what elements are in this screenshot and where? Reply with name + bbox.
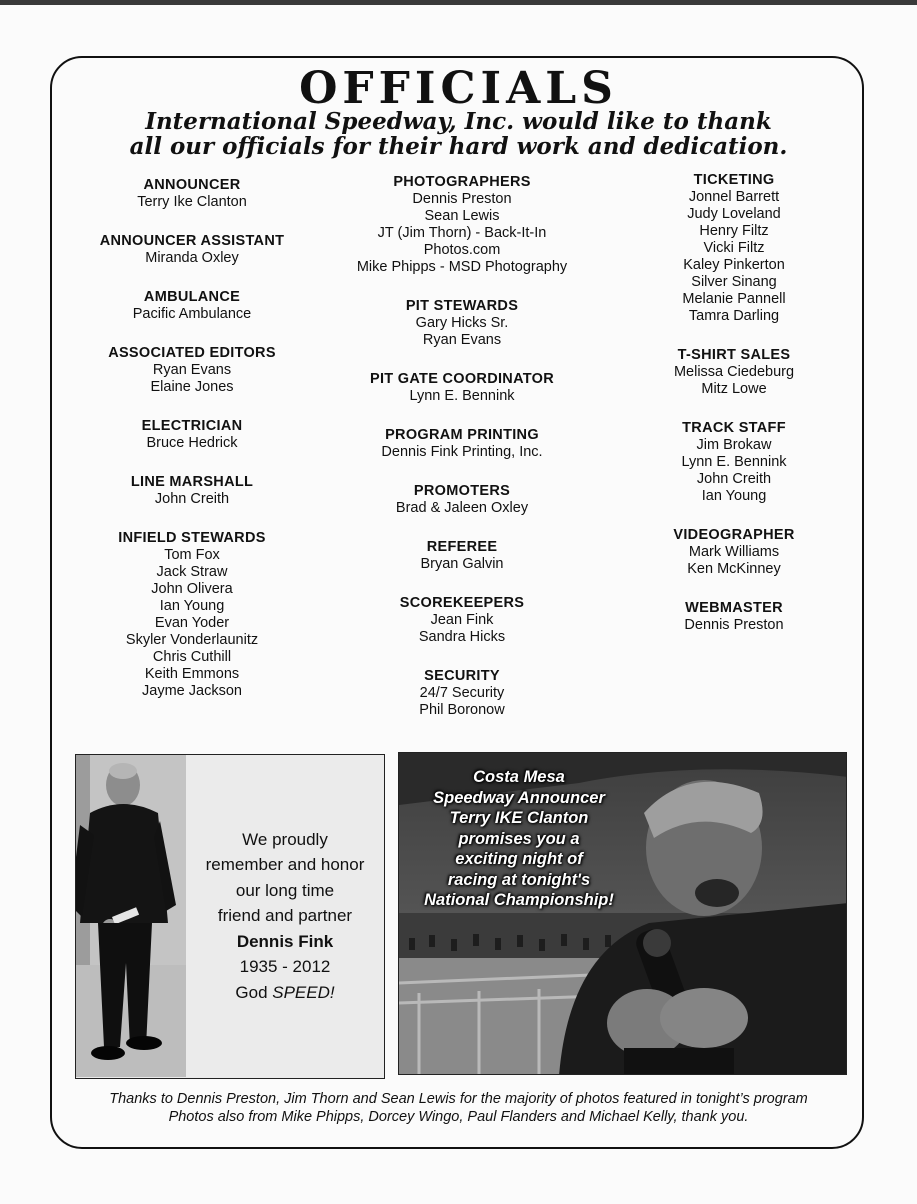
official-name: Silver Sinang [691,274,777,290]
official-section [332,298,592,349]
caption-line: National Championship! [424,891,614,909]
section-heading: PIT GATE COORDINATOR [369,371,555,387]
section-heading: INFIELD STEWARDS [118,530,266,546]
official-name: Ryan Evans [152,362,232,378]
official-names [78,306,306,323]
memorial-line-2: remember and honor [205,855,365,875]
official-name: Ken McKinney [687,561,781,577]
official-name: Melanie Pannell [682,291,786,307]
section-heading: PIT STEWARDS [405,298,519,314]
official-section [332,483,592,517]
official-section [332,668,592,719]
official-names [78,362,306,396]
official-name: Jim Brokaw [696,437,772,453]
section-heading: LINE MARSHALL [130,474,254,490]
caption-line: promises you a [458,829,580,848]
official-name: Mike Phipps - MSD Photography [356,259,568,275]
official-name: John Creith [696,471,772,487]
caption-line: Terry IKE Clanton [449,809,589,827]
official-names [332,388,592,405]
official-names [78,435,306,452]
official-name: Vicki Filtz [703,240,765,256]
official-section [78,418,306,452]
section-heading: ANNOUNCER [143,177,241,193]
section-heading: WEBMASTER [685,600,783,616]
official-name: Lynn E. Bennink [409,388,515,404]
official-names [626,544,842,578]
memorial-photo-panel [75,754,385,1079]
official-section [78,177,306,211]
section-heading: T-SHIRT SALES [677,347,791,363]
official-names [78,491,306,508]
official-name: Sandra Hicks [418,629,506,645]
official-names [332,315,592,349]
official-name: Phil Boronow [419,702,505,718]
official-name: Mark Williams [688,544,780,560]
page-top-edge [0,0,917,5]
memorial-closing-emphasis: SPEED! [272,982,335,1002]
section-heading: PHOTOGRAPHERS [393,174,531,190]
photo-credits [0,1090,917,1126]
section-heading: ELECTRICIAN [141,418,243,434]
dennis-fink-photo [76,755,186,1077]
official-names [332,500,592,517]
official-section [78,530,306,700]
official-name: Jayme Jackson [142,683,242,699]
official-name: Keith Emmons [144,666,240,682]
section-heading: ASSOCIATED EDITORS [108,345,276,361]
photo-credits-line-1: Thanks to Dennis Preston, Jim Thorn and Sean Lewis for the majority of photos featured in tonight’s program [109,1091,808,1107]
official-names [332,556,592,573]
official-name: John Olivera [151,581,233,597]
official-name: Mitz Lowe [701,381,767,397]
official-name: 24/7 Security [419,685,505,701]
caption-line: Speedway Announcer [433,788,605,807]
official-names [626,189,842,325]
section-heading: ANNOUNCER ASSISTANT [99,233,285,249]
memorial-closing [235,980,334,1006]
official-name: Jonnel Barrett [688,189,780,205]
memorial-line-3: our long time [235,880,335,900]
page-subtitle [0,109,917,159]
official-section [626,172,842,325]
official-name: Judy Loveland [687,206,781,222]
official-name: Gary Hicks Sr. [415,315,509,331]
official-name: Dennis Preston [684,617,784,633]
section-heading: PROMOTERS [413,483,511,499]
official-section [78,474,306,508]
official-name: Bryan Galvin [420,556,504,572]
memorial-line-1: We proudly [242,829,328,849]
official-name: Sean Lewis [424,208,500,224]
memorial-text [186,755,384,1077]
official-section [626,600,842,634]
photo-credits-line-2: Photos also from Mike Phipps, Dorcey Wingo, Paul Flanders and Michael Kelly, thank you. [168,1109,749,1125]
officials-column-middle [332,174,592,741]
official-name: Chris Cuthill [152,649,232,665]
official-name: Photos.com [423,242,501,258]
caption-line: racing at tonight's [447,870,591,889]
official-name: Pacific Ambulance [132,306,252,322]
official-section [626,527,842,578]
official-name: Dennis Preston [412,191,512,207]
official-name: Elaine Jones [150,379,234,395]
caption-line: exciting night of [455,850,583,868]
official-section [78,345,306,396]
official-section [332,174,592,276]
section-heading: TRACK STAFF [682,420,786,436]
official-names [78,250,306,267]
official-name: Dennis Fink Printing, Inc. [381,444,543,460]
subtitle-line-2: all our officials for their hard work and dedication. [129,133,788,160]
memorial-name: Dennis Fink [236,931,334,951]
official-name: Jack Straw [156,564,228,580]
officials-column-left [78,177,306,722]
official-section [332,539,592,573]
section-heading: PROGRAM PRINTING [385,427,539,443]
official-names [626,437,842,505]
announcer-caption [399,767,639,911]
official-names [332,191,592,276]
section-heading: SCOREKEEPERS [399,595,525,611]
official-names [332,444,592,461]
official-name: Tom Fox [164,547,220,563]
announcer-photo-panel [398,752,847,1075]
official-section [626,420,842,505]
memorial-years: 1935 - 2012 [239,957,331,977]
memorial-line-4: friend and partner [217,906,353,926]
official-name: Jean Fink [430,612,494,628]
official-names [626,364,842,398]
official-name: Ian Young [159,598,225,614]
official-name: Henry Filtz [699,223,769,239]
caption-line: Costa Mesa [473,768,565,786]
official-names [78,547,306,700]
official-name: Terry Ike Clanton [137,194,247,210]
official-section [332,427,592,461]
official-name: Miranda Oxley [145,250,239,266]
official-name: Lynn E. Bennink [681,454,787,470]
official-name: Bruce Hedrick [146,435,238,451]
official-names [78,194,306,211]
official-name: Kaley Pinkerton [683,257,785,273]
official-section [78,289,306,323]
officials-column-right [626,172,842,656]
page-title: OFFICIALS [299,63,618,114]
official-names [332,685,592,719]
official-name: JT (Jim Thorn) - Back-It-In [377,225,547,241]
official-name: Ian Young [701,488,767,504]
official-section [332,371,592,405]
official-name: Melissa Ciedeburg [673,364,795,380]
official-names [626,617,842,634]
official-name: Ryan Evans [422,332,502,348]
official-section [626,347,842,398]
section-heading: TICKETING [693,172,775,188]
official-name: Tamra Darling [688,308,780,324]
subtitle-line-1: International Speedway, Inc. would like to thank [145,108,772,135]
section-heading: AMBULANCE [143,289,241,305]
official-name: John Creith [154,491,230,507]
official-section [332,595,592,646]
section-heading: VIDEOGRAPHER [673,527,795,543]
memorial-closing-prefix: God [235,982,273,1002]
official-name: Skyler Vonderlaunitz [125,632,259,648]
official-name: Evan Yoder [154,615,230,631]
section-heading: SECURITY [424,668,500,684]
official-name: Brad & Jaleen Oxley [395,500,529,516]
official-section [78,233,306,267]
official-names [332,612,592,646]
section-heading: REFEREE [426,539,498,555]
